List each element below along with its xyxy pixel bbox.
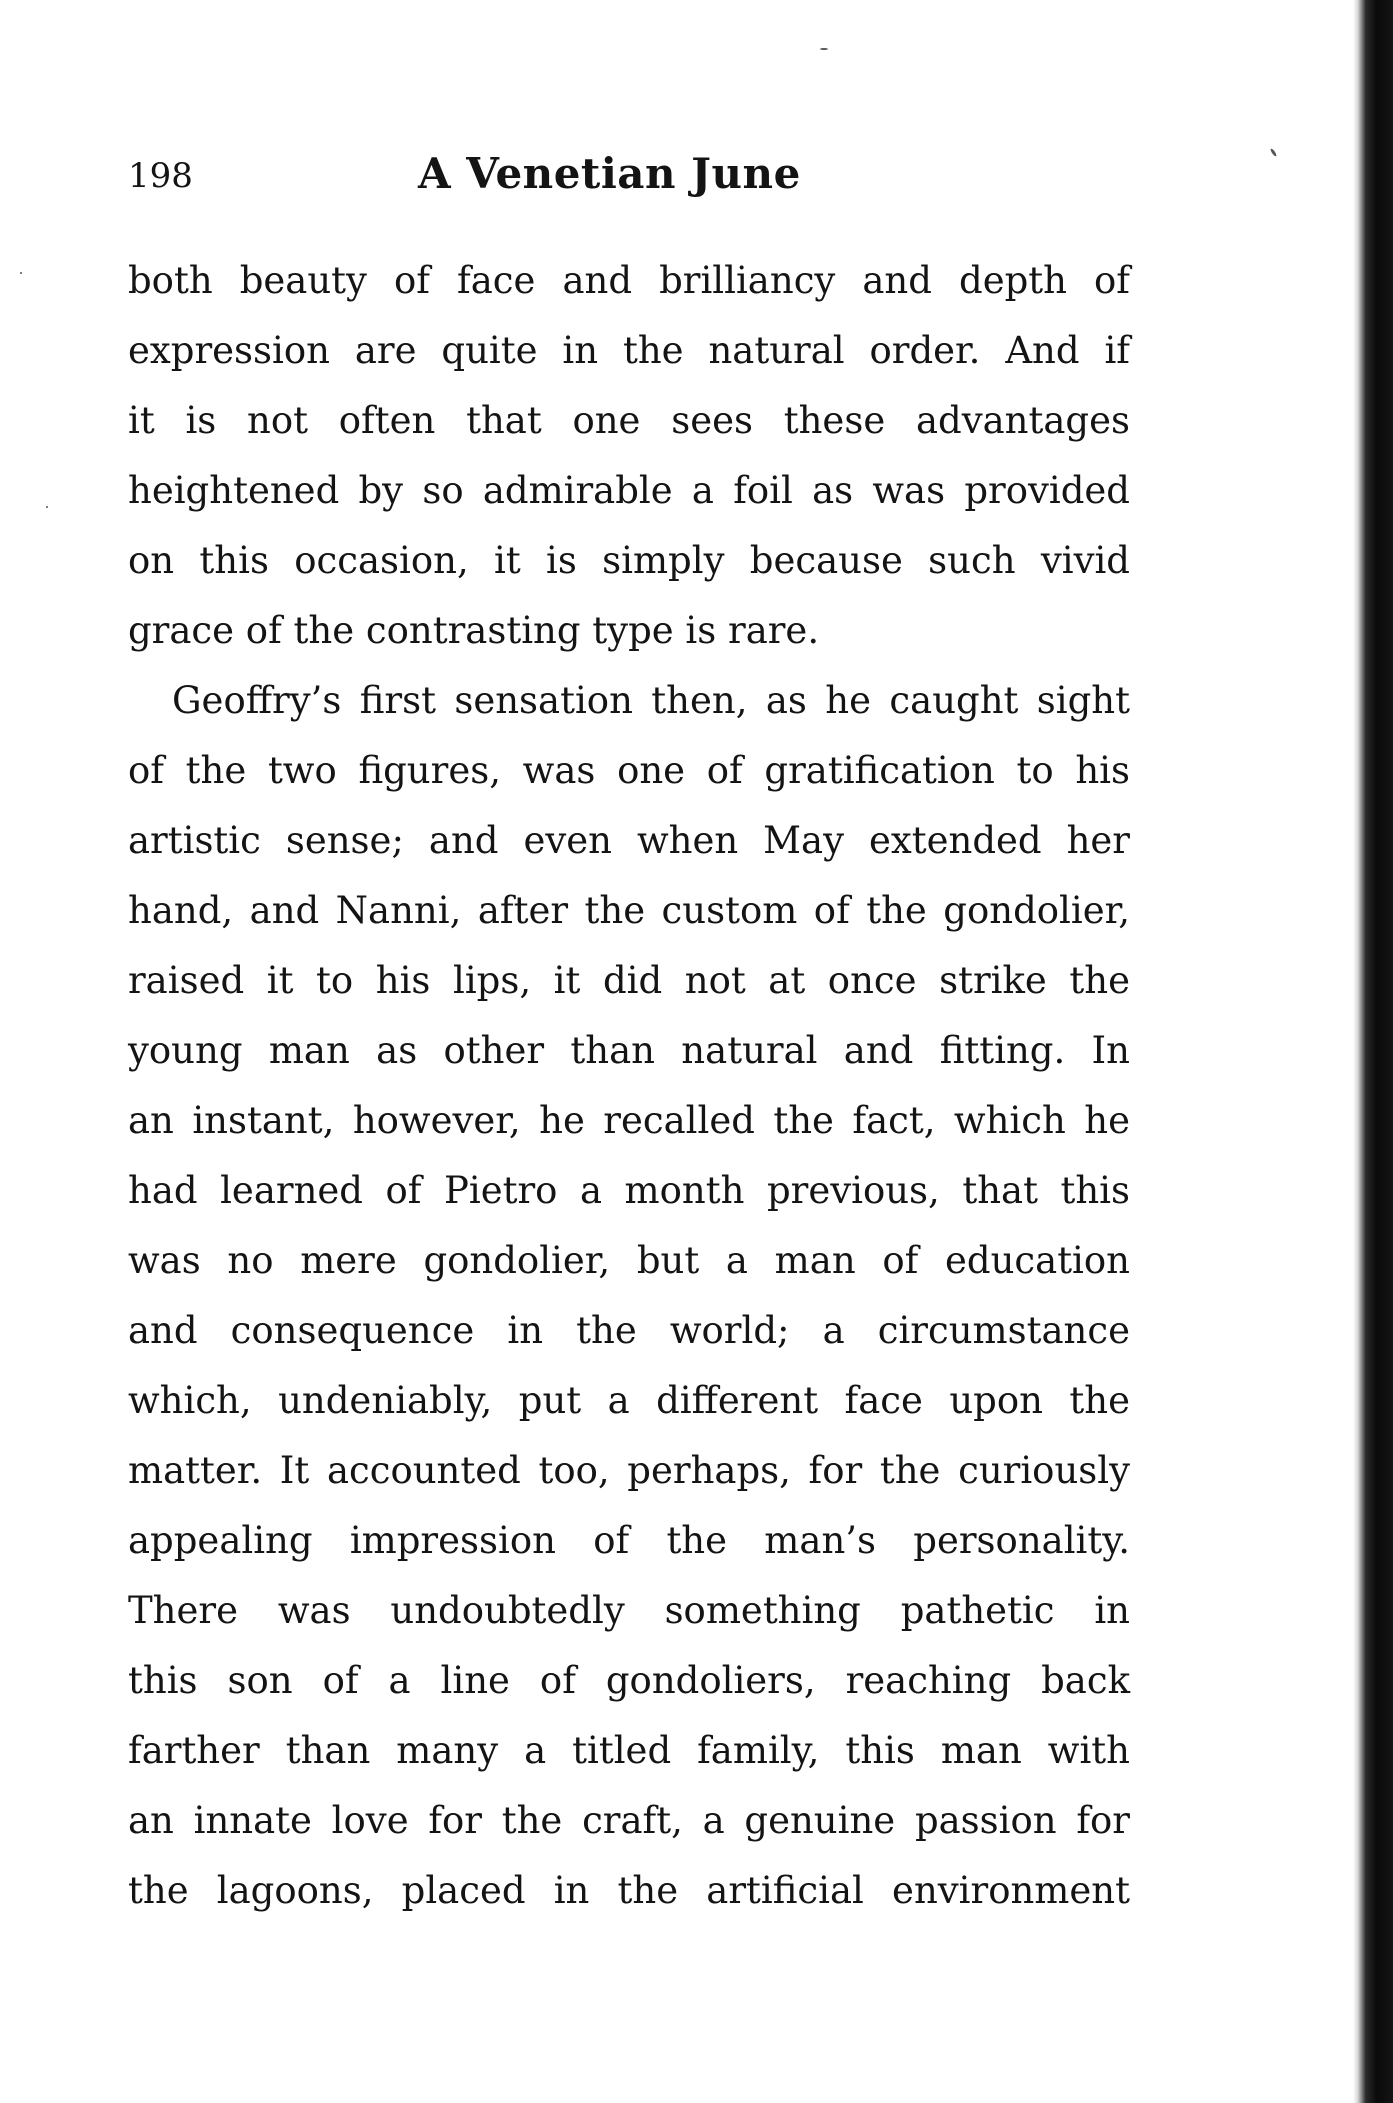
text-line: an instant, however, he recalled the fact, which he	[128, 1099, 1130, 1142]
paper-speck	[820, 48, 828, 50]
text-line: matter. It accounted too, perhaps, for the curiously	[128, 1449, 1130, 1492]
text-line: and consequence in the world; a circumstance	[128, 1309, 1130, 1352]
paper-speck	[46, 506, 48, 508]
page-header	[128, 149, 1130, 212]
text-line: on this occasion, it is simply because such vivid	[128, 539, 1130, 582]
text-line: was no mere gondolier, but a man of education	[128, 1239, 1130, 1282]
text-line: farther than many a titled family, this man with	[128, 1729, 1130, 1772]
text-line: appealing impression of the man’s personality.	[128, 1519, 1130, 1562]
text-line: both beauty of face and brilliancy and depth of	[128, 259, 1130, 302]
body-text	[128, 246, 1130, 1926]
text-line: hand, and Nanni, after the custom of the gondolier,	[128, 889, 1130, 932]
text-line: which, undeniably, put a different face upon the	[128, 1379, 1130, 1422]
paper-speck	[20, 272, 22, 274]
page-number: 198	[128, 156, 193, 196]
page-binding-edge	[1353, 0, 1393, 2103]
text-line: grace of the contrasting type is rare.	[128, 609, 820, 652]
paper-speck	[1270, 148, 1278, 157]
paragraph	[128, 246, 1130, 666]
running-title: A Venetian June	[418, 149, 801, 198]
text-line: this son of a line of gondoliers, reaching back	[128, 1659, 1130, 1702]
text-line: an innate love for the craft, a genuine passion for	[128, 1799, 1130, 1842]
text-line: artistic sense; and even when May extended her	[128, 819, 1130, 862]
text-line: the lagoons, placed in the artificial environment	[128, 1869, 1130, 1912]
text-line: raised it to his lips, it did not at once strike the	[128, 959, 1130, 1002]
text-line: Geoffry’s first sensation then, as he caught sight	[172, 679, 1130, 722]
text-line: young man as other than natural and fitting. In	[128, 1029, 1130, 1072]
paragraph	[128, 666, 1130, 1926]
text-line: it is not often that one sees these advantages	[128, 399, 1130, 442]
text-line: There was undoubtedly something pathetic in	[128, 1589, 1130, 1632]
text-line: had learned of Pietro a month previous, that this	[128, 1169, 1130, 1212]
text-line: expression are quite in the natural order. And if	[128, 329, 1130, 372]
text-line: of the two figures, was one of gratification to his	[128, 749, 1130, 792]
text-line: heightened by so admirable a foil as was provided	[128, 469, 1130, 512]
